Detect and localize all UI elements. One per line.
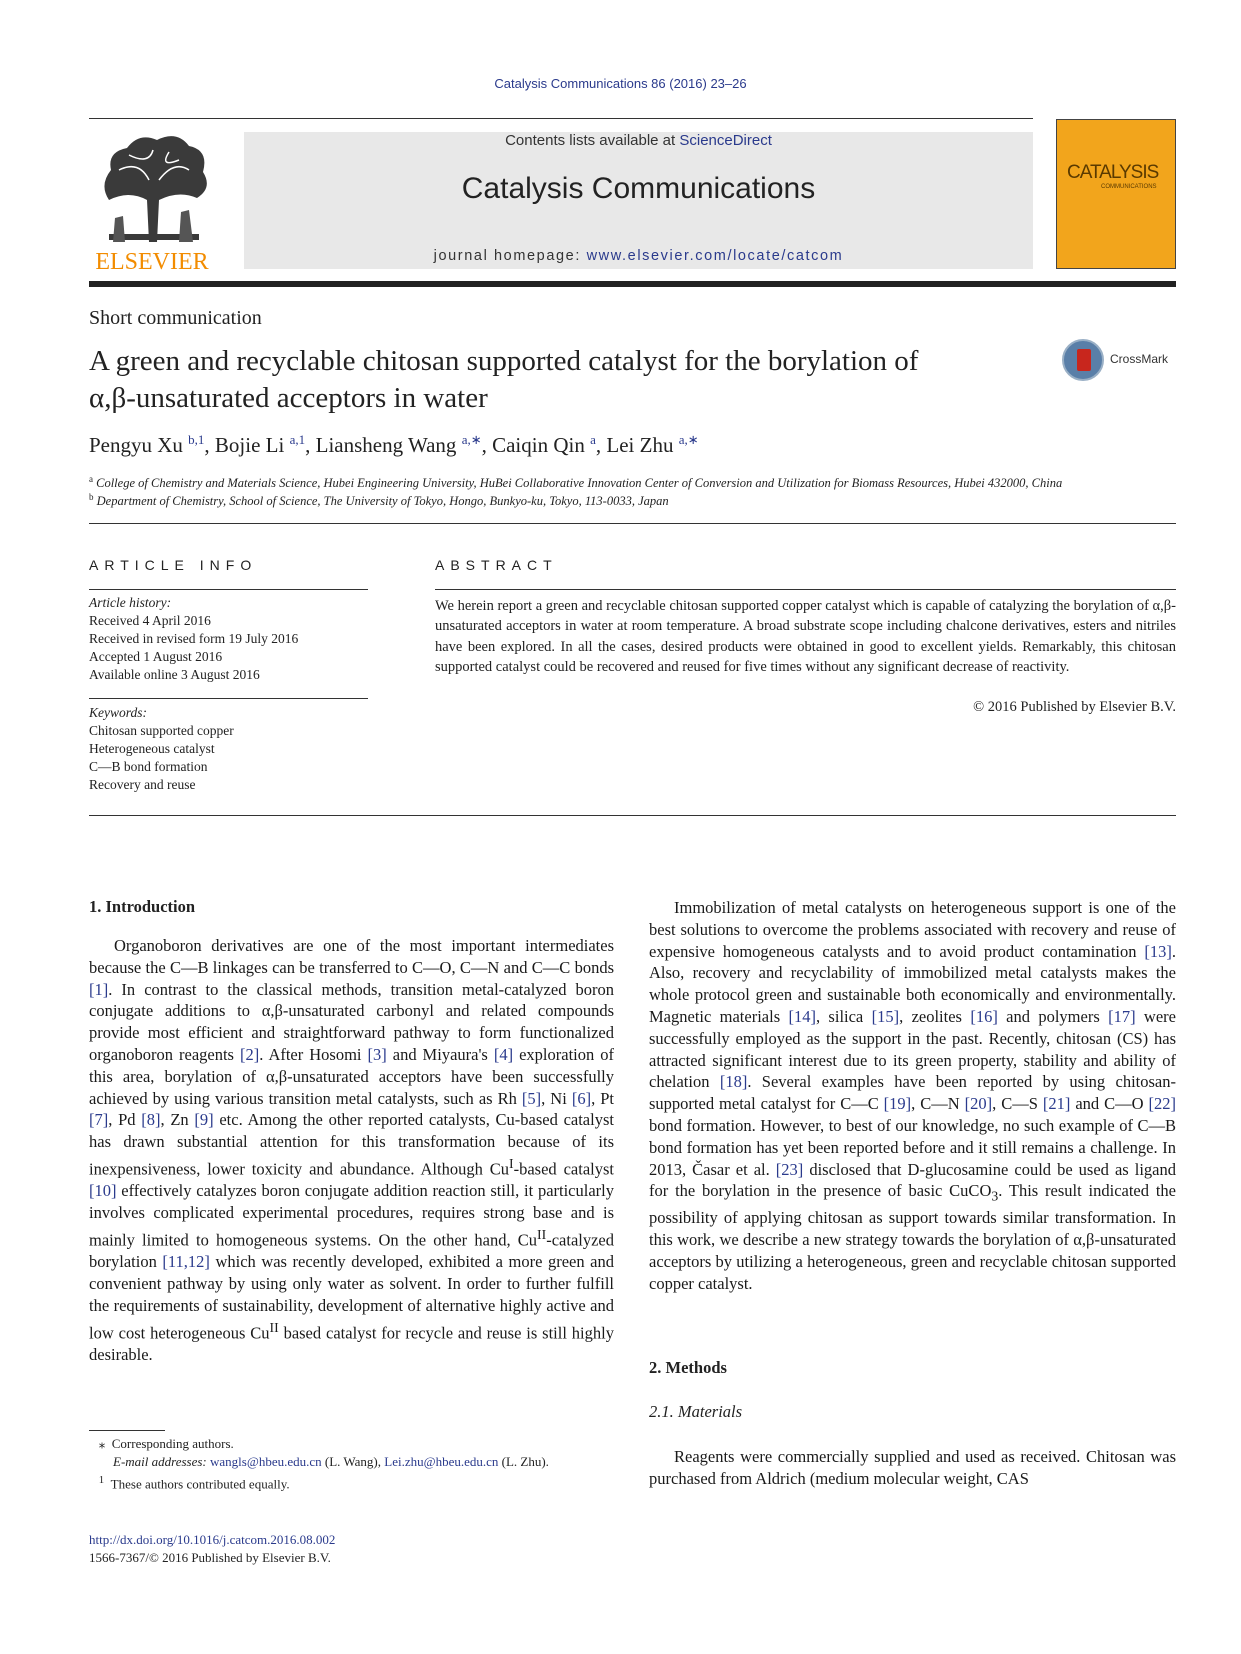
reference-link[interactable]: [6] (571, 1088, 592, 1108)
reference-link[interactable]: [21] (1042, 1094, 1071, 1114)
author-affiliation-link[interactable]: a,1 (289, 432, 306, 447)
text-run: based catalyst for recycle and reuse is still highly desirable. (89, 1323, 614, 1364)
author-affiliation-link[interactable]: a,∗ (678, 432, 699, 447)
reference-link[interactable]: [17] (1108, 1006, 1136, 1026)
cover-title: CATALYSIS (1067, 162, 1159, 183)
text-run: etc. Among the other reported catalysts, Cu-based catalyst has drawn substantial attention for this transformation because of its inexpensiveness, lower toxicity and abundance. Although Cu (89, 1110, 614, 1179)
keywords (89, 704, 368, 794)
introduction-paragraph (89, 935, 614, 1366)
methods-heading: 2. Methods (649, 1358, 727, 1377)
text-run: . Also, recovery and recyclability of immobilized metal catalysts makes the whole protocol green and sustainable both economically and environmentally. Magnetic materials (649, 941, 1176, 1026)
text-run: and C—O (1070, 1094, 1149, 1114)
elsevier-logo[interactable] (89, 130, 215, 276)
header-top-rule (89, 118, 1033, 119)
keyword: Heterogeneous catalyst (89, 741, 215, 756)
reference-link[interactable]: [7] (89, 1110, 109, 1130)
introduction-body (89, 935, 614, 1366)
contents-line (244, 132, 1033, 149)
text-run: , C—N (911, 1094, 965, 1114)
text-run: . In contrast to the classical methods, transition metal-catalyzed boron conjugate additions to α,β-unsaturated carbonyl and related compounds provide most efficient and straightforward pathway to form functionalized organoboron reagents (89, 979, 614, 1064)
article-title (89, 343, 1029, 417)
author: Liansheng Wang $^{a,∗}$, (315, 432, 493, 457)
title-line-1: A green and recyclable chitosan supported catalyst for the borylation of (89, 345, 919, 377)
abstract-heading: ABSTRACT (435, 557, 558, 573)
text-run: , C—S (992, 1094, 1043, 1114)
history-item: Available online 3 August 2016 (89, 667, 260, 682)
affiliation-a: $^a$ College of Chemistry and Materials Science, Hubei Engineering University, HuBei Collaborative Innovation Center of Conversion and Utilization for Biomass Resources, Hubei 432000, China (89, 474, 1063, 491)
materials-body (649, 1446, 1176, 1490)
history-item: Received 4 April 2016 (89, 613, 211, 628)
keyword: C—B bond formation (89, 759, 208, 774)
immobilization-paragraph (649, 897, 1176, 1295)
reference-link[interactable]: [10] (89, 1181, 117, 1201)
superscript: II (537, 1226, 547, 1242)
author: Bojie Li $^{a,1}$, (214, 432, 316, 457)
journal-homepage (244, 248, 1033, 264)
text-run: . After Hosomi (259, 1044, 368, 1064)
introduction-heading: 1. Introduction (89, 897, 196, 916)
reference-link[interactable]: [20] (964, 1094, 993, 1114)
corresponding-footnote: ⁎ Corresponding authors. (98, 1436, 234, 1451)
author: Pengyu Xu $^{b,1}$, (89, 432, 215, 457)
homepage-prefix: journal homepage: (433, 248, 587, 264)
reference-link[interactable]: [8] (141, 1110, 161, 1130)
text-run: -based catalyst (513, 1159, 614, 1179)
issn-line: 1566-7367/© 2016 Published by Elsevier B.V. (89, 1550, 331, 1565)
keyword: Recovery and reuse (89, 777, 196, 792)
reference-link[interactable]: [9] (194, 1110, 214, 1130)
article-info-rule (89, 589, 368, 590)
text-run: and Miyaura's (386, 1044, 494, 1064)
text-run: , Ni (541, 1088, 572, 1108)
footnote-rule (89, 1430, 165, 1431)
text-run: . Several examples have been reported by using chitosan-supported metal catalyst for C—C (649, 1072, 1176, 1114)
reference-link[interactable]: [14] (788, 1006, 816, 1026)
author-affiliation-link[interactable]: a,∗ (461, 432, 482, 447)
reference-link[interactable]: [11,12] (162, 1252, 210, 1272)
journal-citation[interactable]: Catalysis Communications 86 (2016) 23–26 (494, 76, 747, 91)
title-line-2: α,β-unsaturated acceptors in water (89, 382, 488, 414)
email-footnote: E-mail addresses: wangls@hbeu.edu.cn (L. Wang), Lei.zhu@hbeu.edu.cn (L. Zhu). (113, 1454, 549, 1469)
sciencedirect-link[interactable]: ScienceDirect (679, 132, 772, 149)
article-type: Short communication (89, 307, 262, 329)
author-list (89, 432, 699, 458)
reference-link[interactable]: [2] (239, 1044, 260, 1064)
text-run: , Pd (108, 1110, 142, 1130)
author: Lei Zhu $^{a,∗}$ (606, 432, 699, 457)
elsevier-tree-icon (89, 130, 215, 248)
history-label: Article history: (89, 595, 172, 610)
abstract-rule (435, 589, 1176, 590)
author: Caiqin Qin $^a$, (492, 432, 607, 457)
homepage-link[interactable]: www.elsevier.com/locate/catcom (586, 248, 844, 264)
reference-link[interactable]: [1] (89, 979, 109, 999)
text-run: which was recently developed, exhibited a more green and convenient pathway by using only water as solvent. In order to further fulfill the requirements of sustainability, development of alternative highly active and low cost heterogeneous Cu (89, 1252, 614, 1343)
history-item: Received in revised form 19 July 2016 (89, 631, 299, 646)
elsevier-wordmark: ELSEVIER (95, 249, 209, 275)
doi-block (89, 1531, 335, 1567)
text-run: bond formation. However, to best of our knowledge, no such example of C—B bond formation has yet been reported before and it still remains a challenge. In 2013, Časar et al. (649, 1115, 1176, 1179)
contents-prefix: Contents lists available at (505, 132, 680, 149)
reference-link[interactable]: [13] (1144, 941, 1172, 961)
keyword: Chitosan supported copper (89, 723, 234, 738)
reference-link[interactable]: [15] (871, 1006, 900, 1026)
affiliation-b: $^b$ Department of Chemistry, School of Science, The University of Tokyo, Hongo, Bunkyo-ku, Tokyo, 113-0033, Japan (89, 492, 669, 509)
author-affiliation-link[interactable]: b,1 (188, 432, 205, 447)
reference-link[interactable]: [18] (719, 1072, 748, 1092)
title-divider (89, 523, 1176, 524)
text-run: were successfully employed as the support in the past. Recently, chitosan (CS) has attracted significant interest due to its green property, stability and ability of chelation (649, 1006, 1176, 1092)
text-run: effectively catalyzes boron conjugate addition reaction still, it particularly involves complicated experimental procedures, requires strong base and is mainly limited to homogeneous systems. On the other hand, Cu (89, 1181, 614, 1250)
reference-link[interactable]: [5] (521, 1088, 542, 1108)
email-link-wang[interactable]: wangls@hbeu.edu.cn (210, 1454, 322, 1469)
crossmark-label: CrossMark (1110, 352, 1169, 366)
header-thick-rule (89, 281, 1176, 287)
keywords-label: Keywords: (89, 705, 147, 720)
text-run: and polymers (997, 1006, 1109, 1026)
doi-link[interactable]: http://dx.doi.org/10.1016/j.catcom.2016.08.002 (89, 1532, 336, 1547)
equal-contribution-footnote: $^1$ These authors contributed equally. (98, 1474, 290, 1492)
email-link-zhu[interactable]: Lei.zhu@hbeu.edu.cn (384, 1454, 499, 1469)
cover-subtitle: COMMUNICATIONS (1101, 184, 1157, 190)
reference-link[interactable]: [19] (883, 1094, 912, 1114)
reference-link[interactable]: [3] (367, 1044, 387, 1064)
text-run: disclosed that D-glucosamine could be used as ligand for the borylation in the presence of basic CuCO (649, 1159, 1176, 1201)
materials-paragraph: Reagents were commercially supplied and used as received. Chitosan was purchased from Aldrich (medium molecular weight, CAS (649, 1447, 1176, 1488)
crossmark-icon (1062, 339, 1104, 381)
journal-cover[interactable] (1056, 119, 1176, 269)
materials-heading: 2.1. Materials (649, 1402, 743, 1421)
abstract-divider (89, 815, 1176, 816)
history-item: Accepted 1 August 2016 (89, 649, 223, 664)
abstract-copyright: © 2016 Published by Elsevier B.V. (973, 699, 1176, 715)
journal-name: Catalysis Communications (461, 172, 816, 205)
superscript: I (509, 1155, 514, 1171)
author-affiliation-link[interactable]: a (590, 432, 596, 447)
text-run: , Zn (160, 1110, 195, 1130)
article-history (89, 594, 368, 684)
superscript: II (269, 1319, 279, 1335)
text-run: Organoboron derivatives are one of the most important intermediates because the C—B linkages can be transferred to C—O, C—N and C—C bonds (89, 936, 614, 977)
text-run: Immobilization of metal catalysts on heterogeneous support is one of the best solutions to overcome the problems associated with recovery and reuse of expensive homogeneous catalysts and to avoid product contamination (649, 898, 1176, 961)
article-info-heading: ARTICLE INFO (89, 557, 258, 573)
text-run: , Pt (591, 1088, 615, 1108)
reference-link[interactable]: [23] (775, 1159, 804, 1179)
text-run: . This result indicated the possibility of applying chitosan as support towards similar transformation. In this work, we describe a new strategy towards the borylation of α,β-unsaturated acceptors by utilizing a heterogeneous, green and recyclable chitosan supported copper catalyst. (649, 1181, 1176, 1293)
right-column-body (649, 897, 1176, 1295)
text-run: , zeolites (899, 1006, 971, 1026)
subscript: 3 (991, 1188, 999, 1204)
text-run: , silica (815, 1006, 872, 1026)
crossmark-badge[interactable] (1062, 339, 1182, 385)
abstract-text: We herein report a green and recyclable chitosan supported copper catalyst which is capable of catalyzing the borylation of α,β-unsaturated acceptors in water at room temperature. A broad substrate scope including chalcone derivatives, esters and nitriles have been explored. In all the cases, desired products were obtained in good to excellent yields. Remarkably, this chitosan supported catalyst could be recovered and reused for five times without any significant decrease of reactivity. (435, 598, 1176, 676)
reference-link[interactable]: [22] (1148, 1094, 1176, 1114)
text-run: -catalyzed borylation (89, 1230, 614, 1272)
reference-link[interactable]: [16] (970, 1006, 998, 1026)
keywords-rule (89, 698, 368, 699)
reference-link[interactable]: [4] (493, 1044, 514, 1064)
text-run: exploration of this area, borylation of α,β-unsaturated acceptors have been successfully achieved by using various transition metal catalysts, such as Rh (89, 1044, 614, 1108)
